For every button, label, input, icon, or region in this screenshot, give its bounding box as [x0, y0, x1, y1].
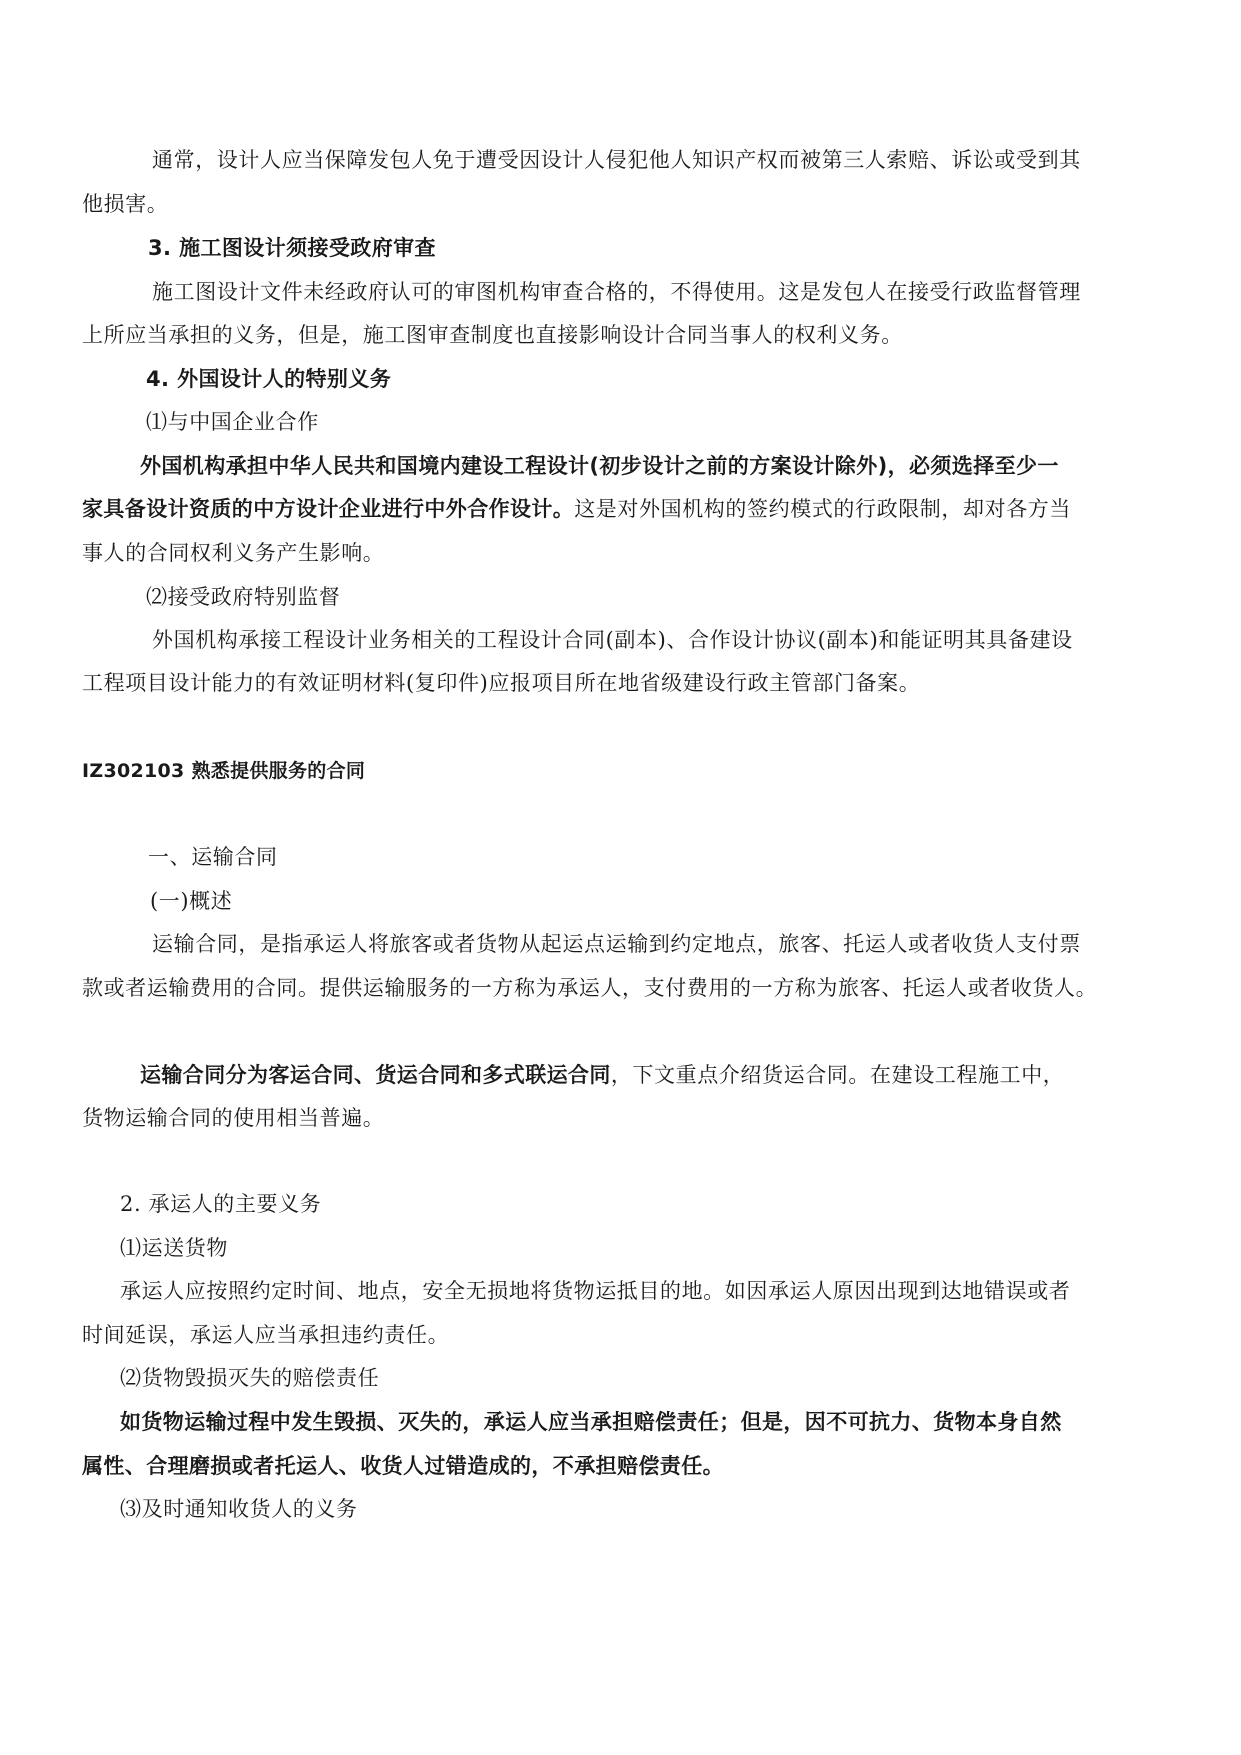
- bold-paragraph-line: 属性、合理磨损或者托运人、收货人过错造成的，不承担赔偿责任。: [82, 1454, 724, 1478]
- paragraph-line: 事人的合同权利义务产生影响。: [82, 541, 385, 565]
- subheading: ⑶及时通知收货人的义务: [120, 1497, 358, 1521]
- section-heading: 4. 外国设计人的特别义务: [146, 367, 392, 391]
- paragraph-line: 运输合同，是指承运人将旅客或者货物从起运点运输到约定地点，旅客、托运人或者收货人支付票: [152, 932, 1081, 956]
- paragraph-line: 通常，设计人应当保障发包人免于遭受因设计人侵犯他人知识产权而被第三人索赔、诉讼或受到其: [152, 148, 1081, 172]
- section-title: IZ302103 熟悉提供服务的合同: [82, 760, 366, 782]
- subheading: ⑵接受政府特别监督: [146, 585, 341, 609]
- bold-paragraph-line: 如货物运输过程中发生毁损、灭失的，承运人应当承担赔偿责任；但是，因不可抗力、货物本身自然: [120, 1410, 1062, 1434]
- paragraph-line: 他损害。: [82, 192, 169, 216]
- bold-paragraph-line: 外国机构承担中华人民共和国境内建设工程设计(初步设计之前的方案设计除外)，必须选择至少一: [140, 454, 1059, 478]
- paragraph-line: 上所应当承担的义务，但是，施工图审查制度也直接影响设计合同当事人的权利义务。: [82, 323, 903, 347]
- plain-text: 这是对外国机构的签约模式的行政限制，却对各方当: [574, 497, 1072, 521]
- subheading: ⑵货物毁损灭失的赔偿责任: [120, 1366, 380, 1390]
- paragraph-line: [140, 1060, 1064, 1090]
- paragraph-line: 时间延误，承运人应当承担违约责任。: [82, 1323, 450, 1347]
- bold-text: 运输合同分为客运合同、货运合同和多式联运合同: [140, 1063, 611, 1087]
- subheading: ⑴与中国企业合作: [146, 410, 319, 434]
- paragraph-line: 施工图设计文件未经政府认可的审图机构审查合格的，不得使用。这是发包人在接受行政监督管理: [152, 280, 1081, 304]
- bold-text: 家具备设计资质的中方设计企业进行中外合作设计。: [82, 497, 575, 521]
- paragraph-line: [82, 494, 1071, 524]
- paragraph-line: 承运人应按照约定时间、地点，安全无损地将货物运抵目的地。如因承运人原因出现到达地错误或者: [120, 1279, 1071, 1303]
- paragraph-line: 款或者运输费用的合同。提供运输服务的一方称为承运人，支付费用的一方称为旅客、托运人或者收货人。: [82, 976, 1098, 1000]
- subheading: ⑴运送货物: [120, 1236, 228, 1260]
- subheading: (一)概述: [150, 889, 233, 913]
- paragraph-line: 工程项目设计能力的有效证明材料(复印件)应报项目所在地省级建设行政主管部门备案。: [82, 671, 921, 695]
- subheading: 一、运输合同: [148, 845, 278, 869]
- section-heading: 2. 承运人的主要义务: [120, 1192, 322, 1216]
- plain-text: ，下文重点介绍货运合同。在建设工程施工中，: [610, 1063, 1065, 1087]
- paragraph-line: 货物运输合同的使用相当普遍。: [82, 1106, 385, 1130]
- section-heading: 3. 施工图设计须接受政府审查: [148, 236, 436, 260]
- paragraph-line: 外国机构承接工程设计业务相关的工程设计合同(副本)、合作设计协议(副本)和能证明其具备建设: [152, 628, 1073, 652]
